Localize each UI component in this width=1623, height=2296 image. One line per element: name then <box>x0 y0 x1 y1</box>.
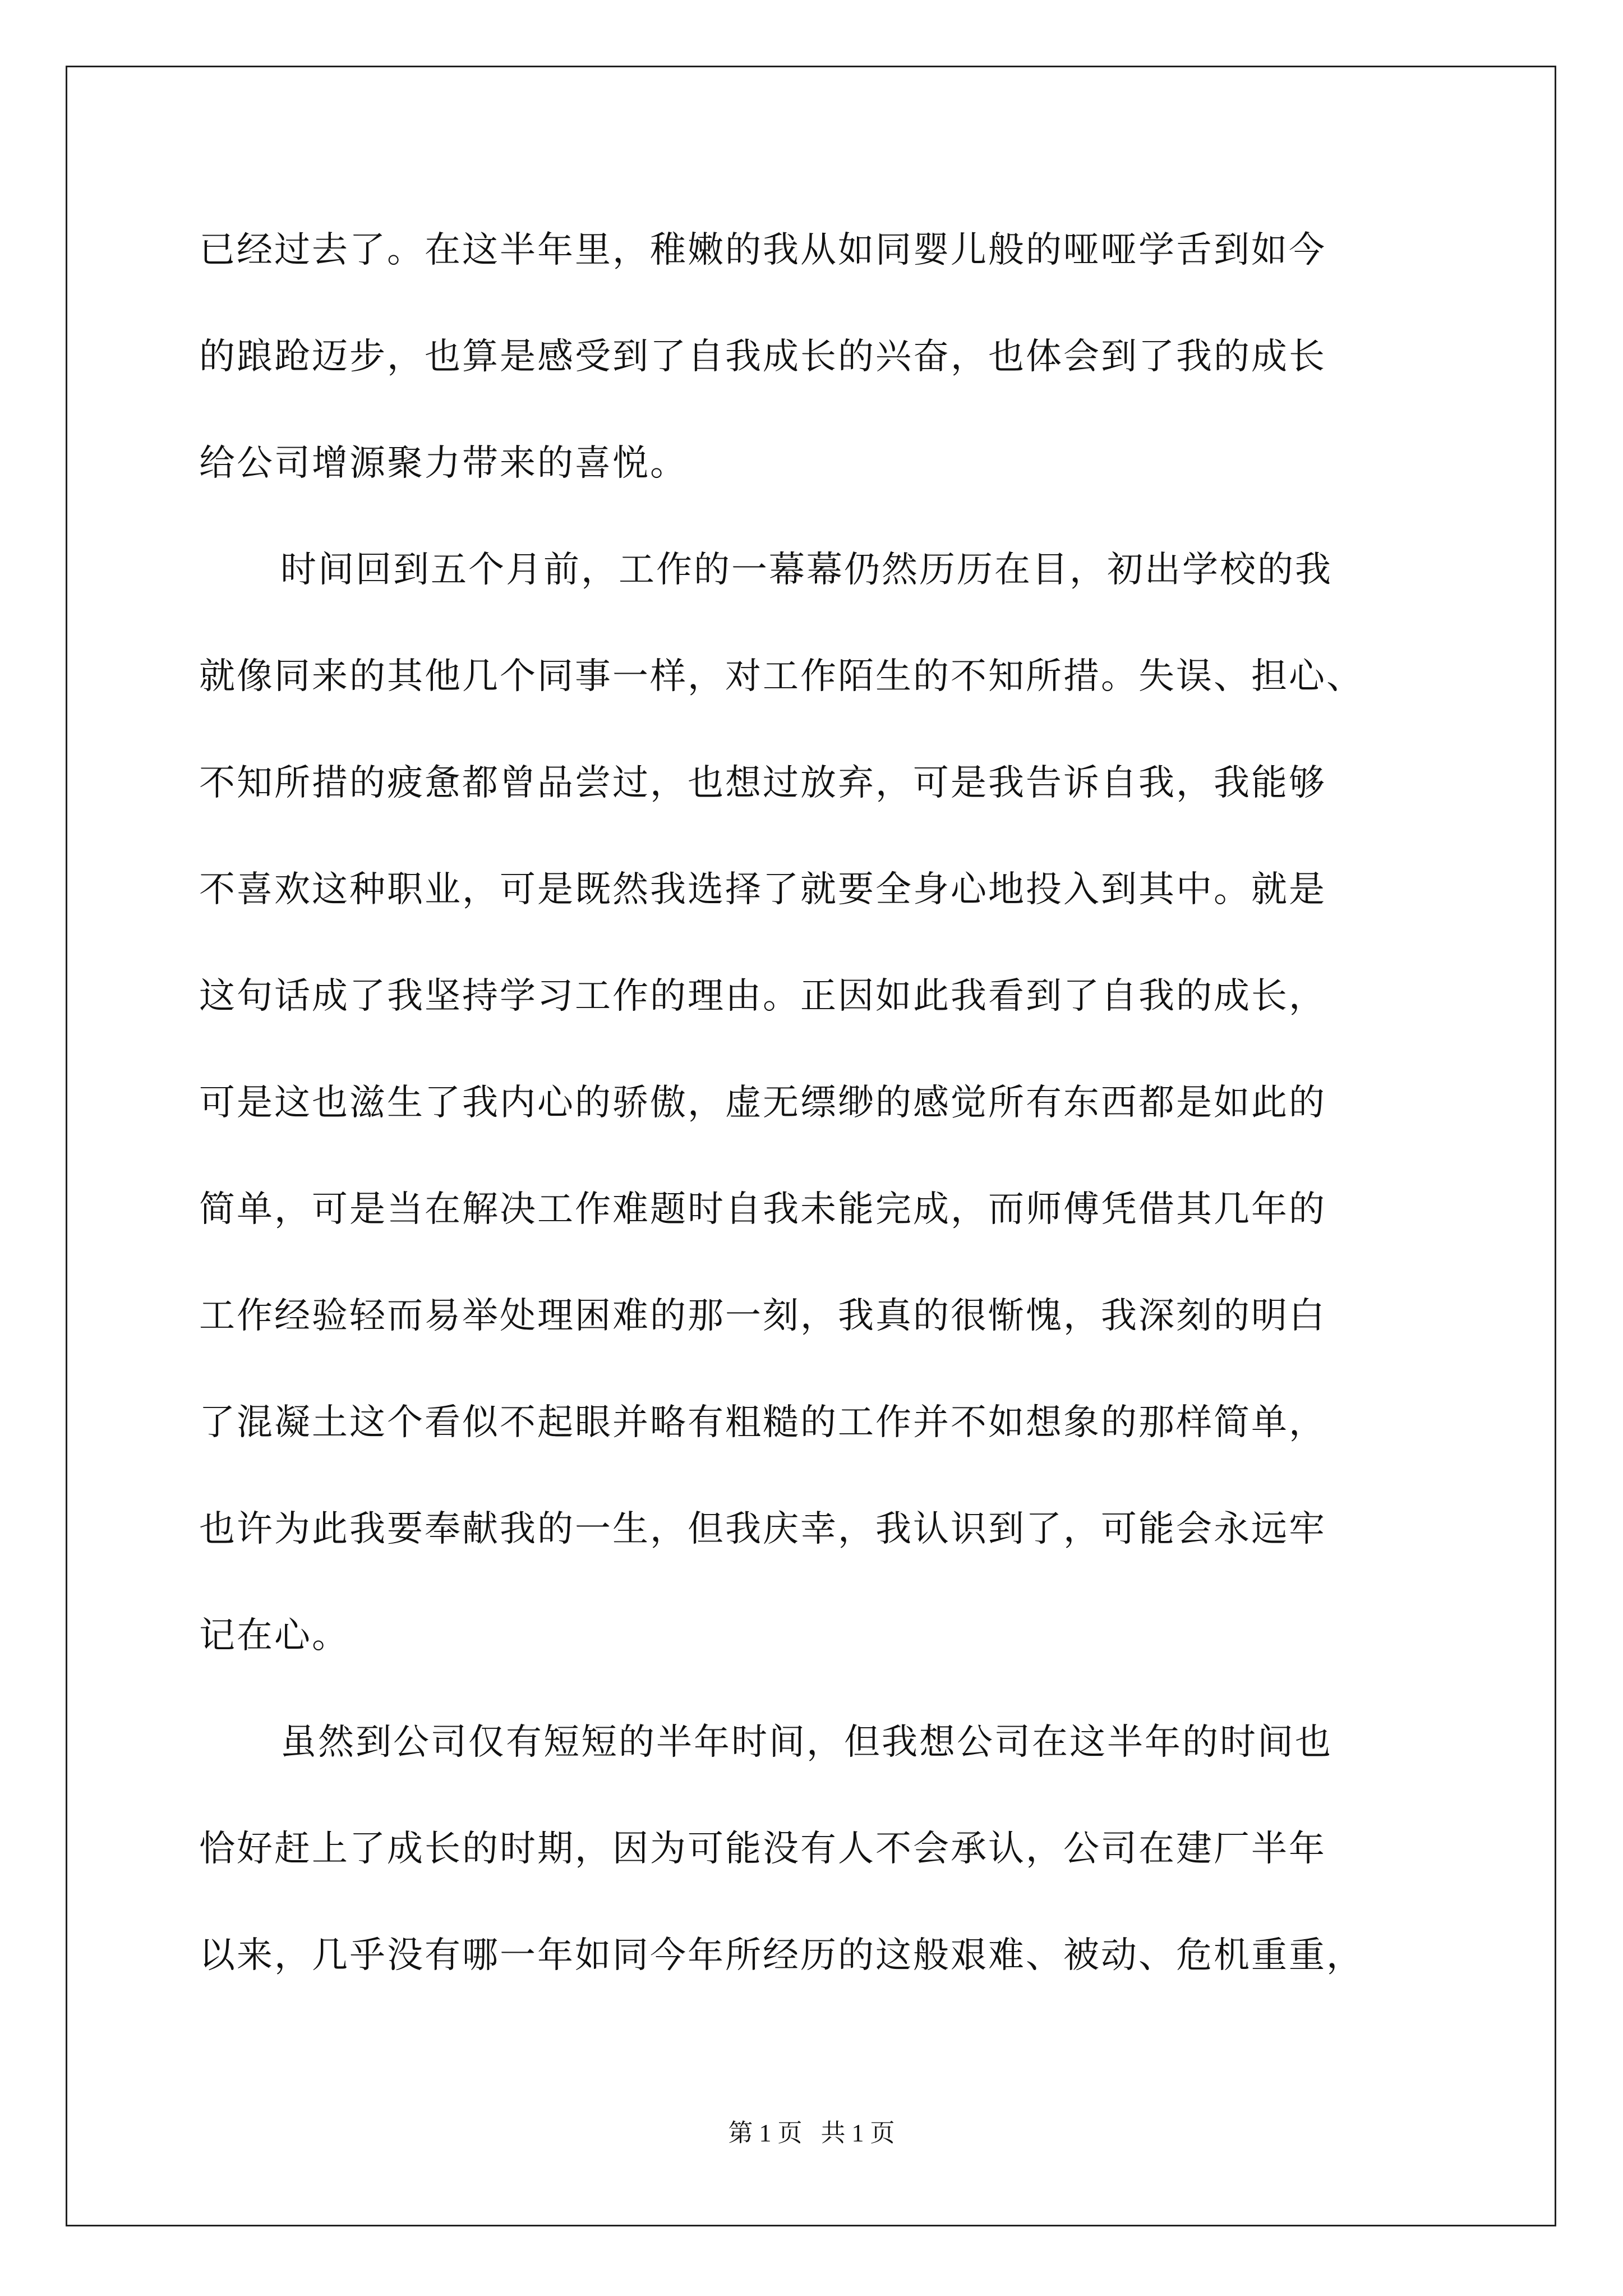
page-number-footer: 第 1 页 共 1 页 <box>728 2119 895 2147</box>
text-line: 已经过去了。在这半年里，稚嫩的我从如同婴儿般的哑哑学舌到如今 <box>199 229 1326 271</box>
text-line: 简单，可是当在解决工作难题时自我未能完成，而师傅凭借其几年的 <box>199 1189 1326 1230</box>
text-line: 恰好赶上了成长的时期，因为可能没有人不会承认，公司在建厂半年 <box>199 1828 1326 1870</box>
page-border <box>66 66 1556 2226</box>
paragraph-first-line: 时间回到五个月前，工作的一幕幕仍然历历在目，初出学校的我 <box>280 549 1332 591</box>
text-line: 的踉跄迈步，也算是感受到了自我成长的兴奋，也体会到了我的成长 <box>199 336 1326 378</box>
text-line: 了混凝土这个看似不起眼并略有粗糙的工作并不如想象的那样简单， <box>199 1402 1326 1443</box>
text-line: 工作经验轻而易举处理困难的那一刻，我真的很惭愧，我深刻的明白 <box>199 1295 1326 1337</box>
text-line: 不喜欢这种职业，可是既然我选择了就要全身心地投入到其中。就是 <box>199 869 1326 910</box>
text-line: 这句话成了我坚持学习工作的理由。正因如此我看到了自我的成长， <box>199 976 1326 1017</box>
text-line: 也许为此我要奉献我的一生，但我庆幸，我认识到了，可能会永远牢 <box>199 1508 1326 1550</box>
text-line: 给公司增源聚力带来的喜悦。 <box>199 443 688 484</box>
text-line: 可是这也滋生了我内心的骄傲，虚无缥缈的感觉所有东西都是如此的 <box>199 1082 1326 1124</box>
text-line: 以来，几乎没有哪一年如同今年所经历的这般艰难、被动、危机重重， <box>199 1935 1364 1976</box>
text-line: 记在心。 <box>199 1615 349 1657</box>
text-line: 就像同来的其他几个同事一样，对工作陌生的不知所措。失误、担心、 <box>199 656 1364 697</box>
paragraph-first-line: 虽然到公司仅有短短的半年时间，但我想公司在这半年的时间也 <box>280 1722 1332 1763</box>
text-line: 不知所措的疲惫都曾品尝过，也想过放弃，可是我告诉自我，我能够 <box>199 762 1326 804</box>
